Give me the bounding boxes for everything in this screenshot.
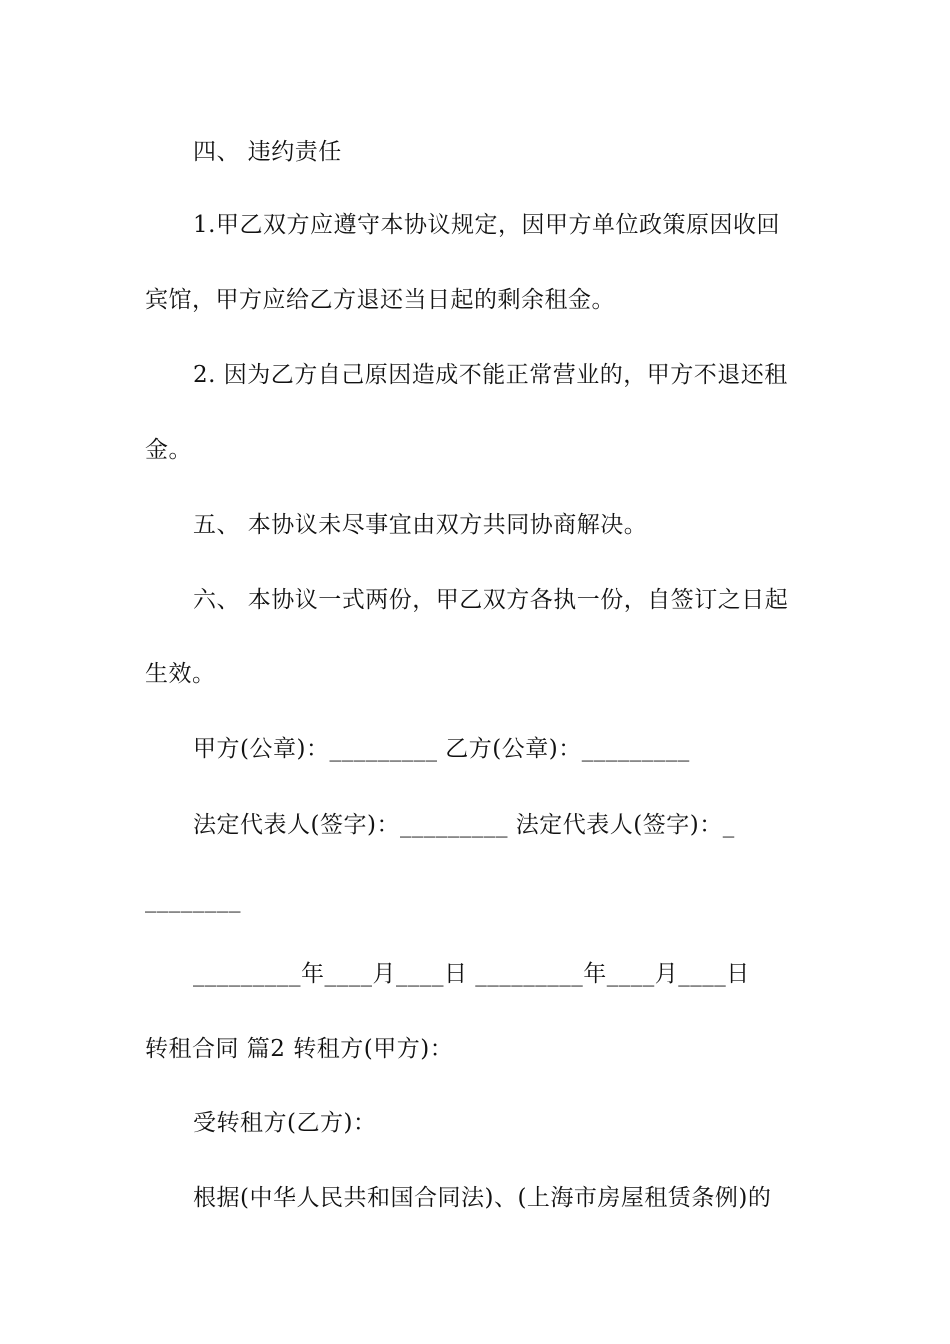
paragraph-line: 1.甲乙双方应遵守本协议规定，因甲方单位政策原因收回 — [193, 212, 780, 238]
section-heading-other: 五、 本协议未尽事宜由双方共同协商解决。 — [193, 512, 648, 538]
party-b-line: 受转租方(乙方)： — [193, 1110, 377, 1136]
section-heading-breach: 四、 违约责任 — [193, 139, 342, 165]
paragraph-line: 根据(中华人民共和国合同法)、(上海市房屋租赁条例)的 — [193, 1185, 772, 1211]
paragraph-line: 2. 因为乙方自己原因造成不能正常营业的，甲方不退还租 — [193, 362, 788, 388]
date-line: _________年____月____日 _________年____月____日 — [193, 961, 750, 987]
section-heading-copies: 六、 本协议一式两份，甲乙双方各执一份，自签订之日起 — [193, 587, 789, 613]
signature-seal-line: 甲方(公章)：_________ 乙方(公章)：_________ — [193, 736, 690, 762]
contract-title-line: 转租合同 篇2 转租方(甲方)： — [145, 1036, 454, 1062]
paragraph-line: 生效。 — [145, 661, 216, 687]
signature-blank-continuation: ________ — [145, 887, 241, 913]
signature-representative-line: 法定代表人(签字)：_________ 法定代表人(签字)：_ — [193, 812, 735, 838]
paragraph-line: 宾馆，甲方应给乙方退还当日起的剩余租金。 — [145, 287, 615, 313]
paragraph-line: 金。 — [145, 437, 192, 463]
